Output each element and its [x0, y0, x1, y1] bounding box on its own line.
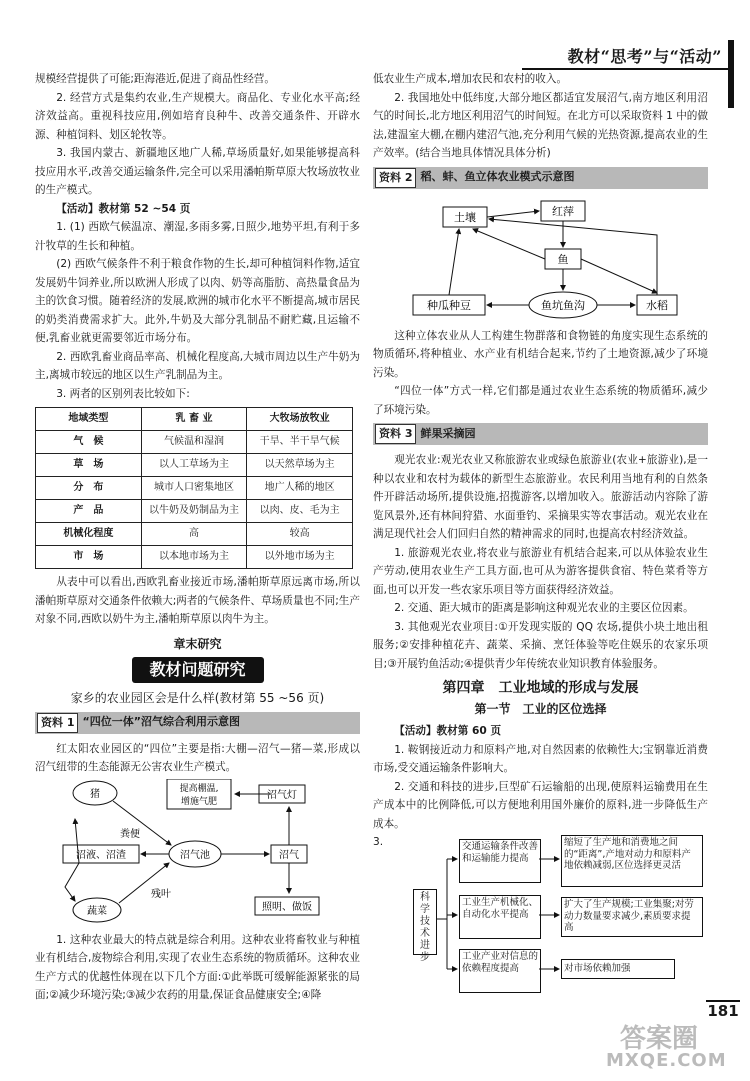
table-cell: 分 布	[36, 477, 142, 500]
tank-label: 沼气池	[180, 849, 210, 861]
table-cell: 地广人稀的地区	[247, 477, 353, 500]
manure-label: 粪便	[120, 828, 140, 840]
biogas-cycle-diagram	[35, 779, 355, 929]
header-bar	[728, 40, 734, 108]
paragraph: 1. (1) 西欧气候温凉、潮湿,多雨多雾,日照少,地势平坦,有利于多汁牧草的生长和种植。	[35, 221, 360, 252]
soil-label: 土壤	[454, 210, 476, 224]
left-column	[35, 70, 360, 1005]
paragraph: 3. 我国内蒙古、新疆地区地广人稀,草场质量好,如果能够提高科技应用水平,改善交通运输条件,完全可以采用潘帕斯草原大牧场放牧业的生产模式。	[35, 147, 360, 196]
table-header-cell: 地域类型	[36, 408, 142, 431]
flow-root: 科学技术进步	[413, 889, 437, 955]
paragraph: 观光农业:观光农业又称旅游农业或绿色旅游业(农业+旅游业),是一种以农业和农村为载体的新型生态旅游业。农民利用当地有利的自然条件开辟活动场所,提供设施,招揽游客,以增加收入。旅游活动内容除了游览风景外,还有林间狩猎、水面垂钓、采摘果实等农事活动。观光农业在满足现代社会人们回归自然的精神需求的同时,也提高农村经济效益。	[373, 454, 708, 540]
table-row	[36, 431, 353, 454]
table-cell: 干旱、半干旱气候	[247, 431, 353, 454]
right-column	[373, 70, 708, 993]
table-cell: 以牛奶及奶制品为主	[141, 500, 247, 523]
paragraph: 2. 经营方式是集约农业,生产规模大。商品化、专业化水平高;经济效益高。重视科技应用,例如培育良种牛、改善交通条件、开辟水源、种植饲料、划区轮牧等。	[35, 91, 360, 141]
resource-title: 鲜果采摘园	[420, 426, 476, 440]
flow-cause-information: 工业产业对信息的依赖程度提高	[459, 949, 541, 993]
paragraph: 2. 交通和科技的进步,巨型矿石运输船的出现,使原料运输费用在生产成本中的比例降低,可以方便地利用国外廉价的原料,进一步降低生产成本。	[373, 780, 708, 830]
chapter-title: 第四章 工业地域的形成与发展	[442, 680, 639, 696]
item-number: 3.	[373, 836, 384, 848]
pig-label: 猪	[90, 788, 100, 800]
table-row	[36, 546, 353, 569]
resource-tag: 资料 2	[375, 168, 416, 188]
pond-label: 鱼坑鱼沟	[541, 298, 585, 312]
table-header-cell: 乳 畜 业	[141, 408, 247, 431]
table-row	[36, 523, 353, 546]
paragraph: 3. 其他观光农业项目:①开发现实版的 QQ 农场,提供小块土地出租服务;②安排种植花卉、蔬菜、采摘、烹饪体验等吃住娱乐的农家乐项目;③开展钓鱼活动;④提供青少年传统农业知识教育体验服务。	[373, 620, 708, 670]
paragraph: 规模经营提供了可能;距海港近,促进了商品性经营。	[35, 73, 275, 85]
table-header-cell: 大牧场放牧业	[247, 408, 353, 431]
flow-effect-information: 对市场依赖加强	[561, 959, 675, 979]
fish-label: 鱼	[557, 252, 569, 266]
activity-heading: 【活动】教材第 52 ~54 页	[56, 202, 191, 215]
resource-bar-2	[373, 167, 708, 189]
cooking-label: 照明、做饭	[262, 901, 312, 913]
rice-label: 水稻	[646, 298, 668, 312]
table-cell: 以外地市场为主	[247, 546, 353, 569]
paragraph: 1. 这种农业最大的特点就是综合利用。这种农业将畜牧业与种植业有机结合,废物综合利用,实现了农业生态系统的物质循环。这种农业生产方式的优越性体现在以下几个方面:①此举既可缓解能源紧张的局面;②减少环境污染;③减少农药的用量,保证食品健康安全;④降	[35, 933, 360, 1001]
table-cell: 城市人口密集地区	[141, 477, 247, 500]
flow-connectors	[373, 833, 713, 993]
rice-fish-diagram	[393, 195, 723, 325]
flow-cause-transport: 交通运输条件改善和运输能力提高	[459, 839, 541, 883]
crops-label: 种瓜种豆	[427, 298, 471, 312]
resource-bar-3	[373, 423, 708, 445]
watermark-logo: 答案圈	[620, 1024, 699, 1054]
paragraph: 从表中可以看出,西欧乳畜业接近市场,潘帕斯草原远离市场,所以潘帕斯草原对交通条件依赖大;两者的气候条件、草场质量也不同;生产对象不同,西欧以奶牛为主,潘帕斯草原以肉牛为主。	[35, 576, 360, 625]
flow-cause-mechanization: 工业生产机械化、自动化水平提高	[459, 895, 541, 939]
resource-title: “四位一体”沼气综合利用示意图	[82, 715, 240, 729]
resource-tag: 资料 3	[375, 424, 416, 444]
flow-effect-mechanization: 扩大了生产规模;工业集聚;对劳动力数量要求减少,素质要求提高	[561, 897, 703, 937]
leaves-label: 残叶	[151, 888, 171, 900]
resource-tag: 资料 1	[37, 713, 78, 733]
table-cell: 高	[141, 523, 247, 546]
comparison-table	[35, 407, 353, 569]
research-subtitle: 家乡的农业园区会是什么样(教材第 55 ~56 页)	[70, 691, 325, 705]
paragraph: 2. 交通、距大城市的距离是影响这种观光农业的主要区位因素。	[394, 602, 694, 614]
table-cell: 机械化程度	[36, 523, 142, 546]
flow-effect-transport: 缩短了生产地和消费地之间的“距离”,产地对动力和原料产地依赖减弱,区位选择更灵活	[561, 835, 703, 887]
liquid-label: 沼液、沼渣	[76, 849, 126, 861]
activity-heading: 【活动】教材第 60 页	[394, 725, 502, 737]
running-header	[522, 40, 734, 70]
paragraph: 这种立体农业从人工构建生物群落和食物链的角度实现生态系统的物质循环,将种植业、水产业有机结合起来,节约了土地资源,减少了环境污染。	[373, 329, 708, 379]
table-cell: 市 场	[36, 546, 142, 569]
paragraph: (2) 西欧气候条件不利于粮食作物的生长,却可种植饲料作物,适宜发展奶牛饲养业,所以欧洲人形成了以肉、奶等高脂肪、高热量食品为主的饮食习惯。随着经济的发展,欧洲的城市化水平不断提高,城市居民的奶类消费需求扩大。此外,牛奶及大部分乳制品不耐贮藏,且运输不便,乳畜业就更需要邻近市场分布。	[35, 258, 360, 344]
page-number: 181	[707, 1002, 739, 1020]
table-cell: 以人工草场为主	[141, 454, 247, 477]
tech-flow-diagram	[373, 833, 708, 993]
paragraph: 1. 旅游观光农业,将农业与旅游业有机结合起来,可以从体验农业生产劳动,使用农业生产工具方面,也可从为游客提供食宿、特色菜肴等方面,也可以开发一些农家乐项目等方面获得经济效益。	[373, 546, 708, 596]
paragraph: 1. 鞍钢接近动力和原料产地,对自然因素的依赖性大;宝钢靠近消费市场,受交通运输条件影响大。	[373, 743, 708, 774]
table-cell: 产 品	[36, 500, 142, 523]
vegetable-label: 蔬菜	[87, 905, 107, 917]
table-cell: 气候温和湿润	[141, 431, 247, 454]
paragraph: 低农业生产成本,增加农民和农村的收入。	[373, 73, 568, 85]
paragraph: 3. 两者的区别列表比较如下:	[56, 387, 190, 400]
table-cell: 以天然草场为主	[247, 454, 353, 477]
gas-label: 沼气	[279, 849, 299, 861]
section-title: 第一节 工业的区位选择	[474, 701, 607, 716]
table-row	[36, 454, 353, 477]
duckweed-label: 红萍	[552, 204, 574, 218]
watermark-url: MXQE.COM	[606, 1050, 727, 1071]
table-row	[36, 477, 353, 500]
lamp-label: 沼气灯	[267, 789, 297, 801]
warming-label-2: 增施气肥	[180, 796, 218, 807]
paragraph: 红太阳农业园区的“四位”主要是指:大棚—沼气—猪—菜,形成以沼气纽带的生态能源无公害农业生产模式。	[35, 742, 360, 773]
resource-bar-1	[35, 712, 360, 734]
table-cell: 较高	[247, 523, 353, 546]
warming-label-1: 提高棚温,	[179, 783, 219, 794]
table-cell: 草 场	[36, 454, 142, 477]
table-cell: 以本地市场为主	[141, 546, 247, 569]
paragraph: 2. 我国地处中低纬度,大部分地区都适宜发展沼气,南方地区利用沼气的时间长,北方地区利用沼气的时间短。在北方可以采取资料 1 中的做法,建温室大棚,在棚内建沼气池,充分利用气候的光热资源,提高农业的生产效率。(结合当地具体情况具体分析)	[373, 91, 708, 159]
section-heading: 章末研究	[173, 636, 222, 651]
research-banner: 教材问题研究	[132, 657, 264, 683]
paragraph: “四位一体”方式一样,它们都是通过农业生态系统的物质循环,减少了环境污染。	[373, 385, 708, 416]
table-cell: 以肉、皮、毛为主	[247, 500, 353, 523]
resource-title: 稻、蚌、鱼立体农业模式示意图	[420, 170, 575, 184]
table-header-row	[36, 408, 353, 431]
header-title: 教材“思考”与“活动”	[567, 47, 722, 66]
table-row	[36, 500, 353, 523]
paragraph: 2. 西欧乳畜业商品率高、机械化程度高,大城市周边以生产牛奶为主,离城市较远的地区以生产乳制品为主。	[35, 350, 360, 381]
table-cell: 气 候	[36, 431, 142, 454]
